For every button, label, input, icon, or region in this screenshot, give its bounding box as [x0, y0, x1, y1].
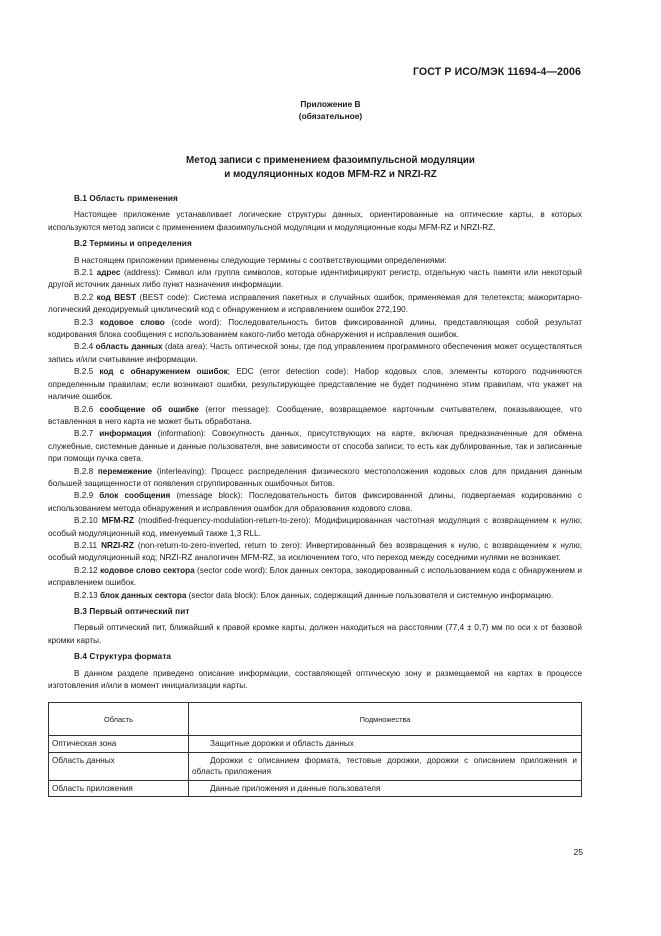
- definition-b2-1: В.2.1 адрес (address): Символ или группа символов, которые идентифицируют регистр, отдельную часть памяти или некоторый другой источник данных либо пункт назначения информации.: [48, 268, 582, 290]
- term-name: область данных: [95, 342, 163, 352]
- section-text-b4: В данном разделе приведено описание информации, составляющей оптическую зону и размещаемой на картах в процессе изготовления и/или в момент инициализации карты.: [48, 668, 582, 691]
- table-cell-subsets: Дорожки с описанием формата, тестовые дорожки, дорожки с описанием приложения и область приложения: [189, 752, 582, 780]
- standard-header: ГОСТ Р ИСО/МЭК 11694-4—2006: [412, 66, 581, 78]
- definition-b2-12: В.2.12 кодовое слово сектора (sector code word): Блок данных сектора, закодированный с использованием кода с обнаружением и исправлением ошибок.: [48, 565, 582, 588]
- term-name: MFM-RZ: [101, 516, 135, 526]
- appendix-status: (обязательное): [298, 111, 363, 121]
- section-heading-b3: В.3 Первый оптический пит: [74, 607, 190, 616]
- term-name: адрес: [96, 268, 121, 278]
- table-row: [49, 736, 582, 753]
- definition-b2-13: В.2.13 блок данных сектора (sector data block): Блок данных, содержащий данные пользователя и системную информацию.: [74, 590, 554, 600]
- section-intro-b2: В настоящем приложении применены следующие термины с соответствующими определениями:: [74, 255, 447, 265]
- term-name: блок сообщения: [99, 491, 171, 501]
- section-text-b3: Первый оптический пит, ближайший к правой кромке карты, должен находиться на расстоянии (77,4 ± 0,7) мм по оси x от базовой кромки карты.: [48, 623, 582, 645]
- table-cell-subsets: Защитные дорожки и область данных: [189, 736, 582, 753]
- term-name: блок данных сектора: [99, 590, 187, 600]
- table-row: [49, 752, 582, 780]
- document-title-line1: Метод записи с применением фазоимпульсной модуляции: [186, 155, 475, 166]
- term-name: кодовое слово: [99, 317, 165, 327]
- definition-b2-6: В.2.6 сообщение об ошибке (error message): Сообщение, возвращаемое карточным считывателем, показывающее, что вставленная в него карта не может быть обработана.: [48, 404, 582, 426]
- table-header-subsets: Подмножества: [189, 703, 582, 736]
- definition-b2-7: В.2.7 информация (information): Совокупность данных, присутствующих на карте, включая предназначенные для обмена служебные, системные данные и данные пользователя, вне зависимости от способа записи; то есть как дублированные, так и записанные при помощи пучка света.: [48, 429, 582, 464]
- term-name: кодовое слово сектора: [100, 565, 195, 575]
- term-name: перемежение: [97, 466, 153, 476]
- definition-b2-9: В.2.9 блок сообщения (message block): Последовательность битов фиксированной длины, подвергаемая кодированию с использованием метода обнаружения и исправления ошибок для образования кодового слова.: [48, 491, 583, 513]
- definition-b2-3: В.2.3 кодовое слово (code word): Последовательность битов фиксированной длины, представляющая собой результат кодирования блока сообщения с использованием какого-либо метода обнаружения и исправления ошибок.: [48, 317, 582, 340]
- definition-b2-8: В.2.8 перемежение (interleaving): Процесс распределения физического местоположения кодовых слов для придания данным большей защищенности от появления сгруппированных ошибочных битов.: [48, 466, 582, 488]
- section-heading-b1: В.1 Область применения: [74, 194, 178, 203]
- table-cell-area: Область приложения: [49, 780, 189, 797]
- term-name: код с обнаружением ошибок: [99, 367, 228, 377]
- term-name: информация: [99, 429, 152, 439]
- term-name: NRZI-RZ: [101, 540, 134, 550]
- appendix-label: Приложение В: [300, 99, 361, 109]
- table-header-area: Область: [49, 703, 189, 736]
- format-structure-table: [48, 702, 582, 797]
- definition-b2-11: В.2.11 NRZI-RZ (non-return-to-zero-inverted, return to zero): Инвертированный без возвращения к нулю, с возвращением к нулю; особый модуляционный код; NRZI-RZ аналогичен MFM-RZ, за исключением того, что переход между соседними нулями не возникает.: [48, 540, 582, 563]
- section-heading-b4: В.4 Структура формата: [74, 652, 172, 662]
- section-text-b1: Настоящее приложение устанавливает логические структуры данных, ориентированные на оптические карты, в которых используются метод записи с применением фазоимпульсной модуляции и модуляционные коды MFM-RZ и NRZI-RZ.: [48, 210, 582, 232]
- definition-b2-10: В.2.10 MFM-RZ (modified-frequency-modulation-return-to-zero): Модифицированная частотная модуляция с возвращением к нулю; особый модуляционный код, именуемый также 1,3 RLL.: [48, 516, 583, 538]
- definition-b2-5: В.2.5 код с обнаружением ошибок; EDC (error detection code): Набор кодовых слов, элементы которого подчиняются определенным правилам; если возникают ошибки, результирующее представление не будет подчинено этим правилам, что укажет на наличие ошибок.: [48, 367, 582, 402]
- document-body: [48, 193, 582, 797]
- term-name: код BEST: [96, 292, 137, 302]
- document-title-line2: и модуляционных кодов MFM-RZ и NRZI-RZ: [224, 169, 437, 180]
- table-header-row: [49, 703, 582, 736]
- definition-b2-4: В.2.4 область данных (data area): Часть оптической зоны, где под управлением программного обеспечения может осуществляться запись и/или считывание информации.: [48, 342, 582, 364]
- table-cell-area: Область данных: [49, 752, 189, 780]
- table-row: [49, 780, 582, 797]
- term-name: сообщение об ошибке: [99, 404, 199, 414]
- table-cell-subsets: Данные приложения и данные пользователя: [189, 780, 582, 797]
- page-number: 25: [573, 847, 583, 857]
- definition-b2-2: В.2.2 код BEST (BEST code): Система исправления пакетных и случайных ошибок, применяемая для телетекста; мажоритарно-логический декодируемый циклический код с обнаружением и исправлением ошибок 272,190.: [48, 292, 582, 315]
- table-cell-area: Оптическая зона: [49, 736, 189, 753]
- section-heading-b2: В.2 Термины и определения: [74, 239, 192, 249]
